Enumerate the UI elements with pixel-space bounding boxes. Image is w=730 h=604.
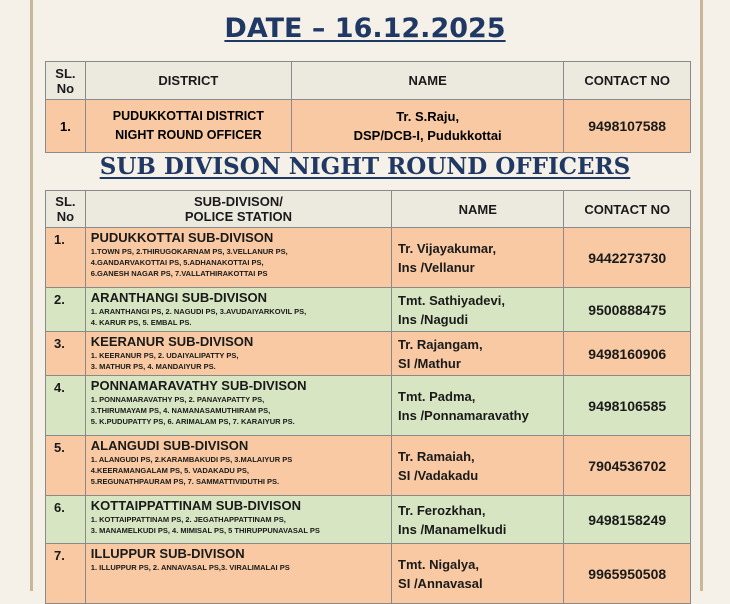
subdivision-cell	[85, 436, 391, 496]
row-sl: 1.	[46, 100, 86, 153]
police-station-line: 1. KEERANUR PS, 2. UDAIYALIPATTY PS,	[90, 351, 239, 360]
police-station-line: 4.GANDARVAKOTTAI PS, 5.ADHANAKOTTAI PS,	[90, 258, 264, 267]
sub-division-table	[45, 190, 691, 604]
header-subdivision-line1: SUB-DIVISON/	[194, 194, 283, 209]
header-contact: CONTACT NO	[564, 62, 691, 100]
police-station-line: 1. ILLUPPUR PS, 2. ANNAVASAL PS,3. VIRALIMALAI PS	[90, 563, 290, 572]
police-station-line: 1.TOWN PS, 2.THIRUGOKARNAM PS, 3.VELLANUR PS,	[90, 247, 288, 256]
officer-designation: Ins /Vellanur	[398, 259, 475, 275]
subdivision-cell	[85, 228, 391, 288]
officer-name-cell	[392, 332, 564, 376]
contact-cell: 9498106585	[564, 376, 691, 436]
contact-cell: 7904536702	[564, 436, 691, 496]
police-station-line: 3. MANAMELKUDI PS, 4. MIMISAL PS, 5 THIRUPPUNAVASAL PS	[90, 526, 320, 535]
name-cell	[291, 100, 563, 153]
officer-designation: Ins /Nagudi	[398, 311, 469, 327]
police-station-line: 5. K.PUDUPATTY PS, 6. ARIMALAM PS, 7. KARAIYUR PS.	[90, 417, 295, 426]
contact-cell: 9500888475	[564, 288, 691, 332]
officer-name-cell	[392, 436, 564, 496]
officer-name-cell	[392, 544, 564, 604]
police-station-line: 4. KARUR PS, 5. EMBAL PS.	[90, 318, 192, 327]
row-sl: 2.	[46, 288, 86, 332]
sub-division-row	[46, 496, 691, 544]
date-title: DATE – 16.12.2025	[224, 13, 506, 44]
header-name: NAME	[291, 62, 563, 100]
officer-designation: SI /Vadakadu	[398, 467, 479, 483]
subdivision-title: ARANTHANGI SUB-DIVISON	[90, 290, 268, 305]
officer-designation: Ins /Ponnamaravathy	[398, 407, 529, 423]
police-station-line: 4.KEERAMANGALAM PS, 5. VADAKADU PS,	[90, 466, 250, 475]
subdivision-cell	[85, 544, 391, 604]
officer-name: Tr. Rajangam,	[398, 336, 483, 352]
subdivision-cell	[85, 376, 391, 436]
name-line1: Tr. S.Raju,	[396, 109, 460, 124]
sub-division-row	[46, 544, 691, 604]
officer-name: Tmt. Nigalya,	[398, 556, 479, 572]
sub-division-row	[46, 332, 691, 376]
contact-cell: 9498160906	[564, 332, 691, 376]
sub-division-row	[46, 376, 691, 436]
officer-designation: SI /Mathur	[398, 355, 461, 371]
subdivision-title: PONNAMARAVATHY SUB-DIVISON	[90, 378, 307, 393]
officer-name: Tmt. Sathiyadevi,	[398, 292, 505, 308]
subdivision-title: KEERANUR SUB-DIVISON	[90, 334, 254, 349]
police-station-line: 3. MATHUR PS, 4. MANDAIYUR PS.	[90, 362, 216, 371]
contact-cell: 9965950508	[564, 544, 691, 604]
district-line1: PUDUKKOTTAI DISTRICT	[112, 109, 264, 123]
subdivision-cell	[85, 332, 391, 376]
sub-division-row	[46, 436, 691, 496]
header-sl: SL. No	[46, 191, 86, 228]
header-sl: SL. No	[46, 62, 86, 100]
name-line2: DSP/DCB-I, Pudukkottai	[353, 128, 502, 143]
row-sl: 4.	[46, 376, 86, 436]
district-officer-row	[46, 100, 691, 153]
police-station-line: 1. ALANGUDI PS, 2.KARAMBAKUDI PS, 3.MALAIYUR PS	[90, 455, 293, 464]
police-station-line: 1. ARANTHANGI PS, 2. NAGUDI PS, 3.AVUDAIYARKOVIL PS,	[90, 307, 307, 316]
police-station-line: 5.REGUNATHPAURAM PS, 7. SAMMATTIVIDUTHI PS.	[90, 477, 280, 486]
sub-division-row	[46, 288, 691, 332]
officer-name: Tmt. Padma,	[398, 388, 476, 404]
header-subdivision	[85, 191, 391, 228]
district-officer-table	[45, 61, 691, 153]
contact-cell: 9498107588	[564, 100, 691, 153]
police-station-line: 3.THIRUMAYAM PS, 4. NAMANASAMUTHIRAM PS,	[90, 406, 271, 415]
subdivision-cell	[85, 288, 391, 332]
sub-division-row	[46, 228, 691, 288]
row-sl: 3.	[46, 332, 86, 376]
officer-name-cell	[392, 376, 564, 436]
officer-name: Tr. Ramaiah,	[398, 448, 475, 464]
subdivision-cell	[85, 496, 391, 544]
header-contact: CONTACT NO	[564, 191, 691, 228]
subdivision-title: PUDUKKOTTAI SUB-DIVISON	[90, 230, 274, 245]
police-station-line: 6.GANESH NAGAR PS, 7.VALLATHIRAKOTTAI PS	[90, 269, 268, 278]
subdivision-title: ALANGUDI SUB-DIVISON	[90, 438, 249, 453]
row-sl: 1.	[46, 228, 86, 288]
officer-designation: Ins /Manamelkudi	[398, 521, 507, 537]
officer-name-cell	[392, 496, 564, 544]
district-cell	[85, 100, 291, 153]
police-station-line: 1. KOTTAIPPATTINAM PS, 2. JEGATHAPPATTINAM PS,	[90, 515, 286, 524]
row-sl: 6.	[46, 496, 86, 544]
subdivision-title: KOTTAIPPATTINAM SUB-DIVISON	[90, 498, 301, 513]
subdivision-title: ILLUPPUR SUB-DIVISON	[90, 546, 245, 561]
contact-cell: 9442273730	[564, 228, 691, 288]
header-name: NAME	[392, 191, 564, 228]
officer-designation: SI /Annavasal	[398, 575, 483, 591]
row-sl: 7.	[46, 544, 86, 604]
row-sl: 5.	[46, 436, 86, 496]
police-station-line: 1. PONNAMARAVATHY PS, 2. PANAYAPATTY PS,	[90, 395, 265, 404]
district-line2: NIGHT ROUND OFFICER	[115, 128, 262, 142]
header-subdivision-line2: POLICE STATION	[184, 209, 292, 224]
header-district: DISTRICT	[85, 62, 291, 100]
officer-name-cell	[392, 288, 564, 332]
officer-name-cell	[392, 228, 564, 288]
contact-cell: 9498158249	[564, 496, 691, 544]
sub-division-title: SUB DIVISON NIGHT ROUND OFFICERS	[99, 153, 631, 180]
officer-name: Tr. Vijayakumar,	[398, 240, 497, 256]
officer-name: Tr. Ferozkhan,	[398, 502, 486, 518]
